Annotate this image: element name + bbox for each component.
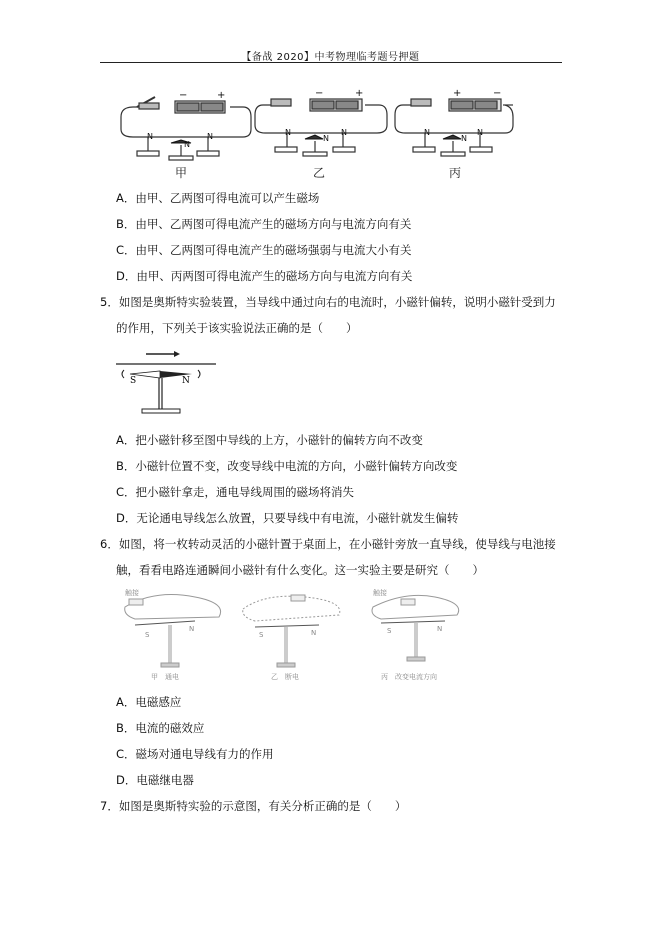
q6-stem-line1: 6．如图，将一枚转动灵活的小磁针置于桌面上，在小磁针旁放一直导线，使导线与电池接 bbox=[100, 537, 556, 551]
q6-option-a: A．电磁感应 bbox=[116, 695, 182, 709]
q6-panel-bing bbox=[372, 595, 459, 661]
q5-option-c: C．把小磁针拿走，通电导线周围的磁场将消失 bbox=[116, 485, 355, 499]
q6-battery-label-jia: 触接 bbox=[125, 589, 139, 597]
svg-text:N: N bbox=[285, 128, 291, 137]
q6-panel-yi bbox=[243, 595, 340, 667]
q5-stem-line2: 的作用，下列关于该实验说法正确的是（ ） bbox=[116, 321, 358, 335]
svg-text:N: N bbox=[184, 140, 190, 149]
q6-option-d: D．电磁继电器 bbox=[116, 773, 194, 787]
q6-n-jia: N bbox=[189, 625, 195, 633]
q4-label-bing: 丙 bbox=[448, 166, 462, 180]
svg-text:N: N bbox=[341, 128, 347, 137]
q5-option-a: A．把小磁针移至图中导线的上方，小磁针的偏转方向不改变 bbox=[116, 433, 423, 447]
svg-text:−: − bbox=[493, 88, 502, 99]
q4-option-c: C．由甲、乙两图可得电流产生的磁场强弱与电流大小有关 bbox=[116, 243, 412, 257]
q4-needle-yi bbox=[305, 135, 323, 139]
q6-panel-jia bbox=[125, 595, 221, 667]
q4-circuit-yi bbox=[255, 99, 387, 156]
svg-text:−: − bbox=[179, 90, 188, 101]
q6-s-jia: S bbox=[145, 631, 150, 639]
q6-experiment-figure bbox=[115, 585, 475, 685]
q4-circuit-bing bbox=[395, 99, 513, 156]
q6-option-b: B．电流的磁效应 bbox=[116, 721, 205, 735]
svg-text:N: N bbox=[477, 128, 483, 137]
svg-text:N: N bbox=[461, 134, 467, 143]
q6-label-jia: 甲 通电 bbox=[151, 673, 179, 681]
q6-label-yi: 乙 断电 bbox=[271, 673, 299, 681]
q5-oersted-figure bbox=[112, 345, 222, 425]
svg-text:+: + bbox=[453, 88, 462, 99]
q6-label-bing: 丙 改变电流方向 bbox=[381, 673, 437, 681]
q5-stem-line1: 5．如图是奥斯特实验装置，当导线中通过向右的电流时，小磁针偏转，说明小磁针受到力 bbox=[100, 295, 556, 309]
svg-text:N: N bbox=[424, 128, 430, 137]
q6-option-c: C．磁场对通电导线有力的作用 bbox=[116, 747, 274, 761]
q4-circuit-figure bbox=[115, 85, 515, 185]
q7-stem-line1: 7．如图是奥斯特实验的示意图，有关分析正确的是（ ） bbox=[100, 799, 407, 813]
q5-label-n: N bbox=[182, 376, 190, 386]
svg-text:+: + bbox=[355, 88, 364, 99]
svg-text:N: N bbox=[147, 132, 153, 141]
q5-label-s: S bbox=[130, 376, 137, 386]
q4-option-d: D．由甲、丙两图可得电流产生的磁场方向与电流方向有关 bbox=[116, 269, 413, 283]
q4-option-b: B．由甲、乙两图可得电流产生的磁场方向与电流方向有关 bbox=[116, 217, 412, 231]
q6-s-bing: S bbox=[387, 627, 392, 635]
q5-option-d: D．无论通电导线怎么放置，只要导线中有电流，小磁针就发生偏转 bbox=[116, 511, 459, 525]
q4-needle-bing bbox=[443, 135, 461, 139]
q4-label-jia: 甲 bbox=[174, 166, 188, 180]
q6-battery-label-bing: 触接 bbox=[373, 589, 387, 597]
q6-stem-line2: 触，看看电路连通瞬间小磁针有什么变化。这一实验主要是研究（ ） bbox=[116, 563, 484, 577]
header-rule bbox=[100, 62, 562, 63]
page-header: 【备战 2020】中考物理临考题号押题 bbox=[241, 52, 420, 63]
q4-option-a: A．由甲、乙两图可得电流可以产生磁场 bbox=[116, 191, 320, 205]
q5-option-b: B．小磁针位置不变，改变导线中电流的方向，小磁针偏转方向改变 bbox=[116, 459, 458, 473]
q4-label-yi: 乙 bbox=[312, 166, 326, 180]
q6-n-yi: N bbox=[311, 629, 317, 637]
svg-text:N: N bbox=[207, 132, 213, 141]
q6-n-bing: N bbox=[437, 625, 443, 633]
svg-text:−: − bbox=[315, 88, 324, 99]
svg-text:+: + bbox=[217, 90, 226, 101]
q4-circuit-jia bbox=[121, 97, 251, 160]
q6-s-yi: S bbox=[259, 631, 264, 639]
svg-text:N: N bbox=[323, 134, 329, 143]
